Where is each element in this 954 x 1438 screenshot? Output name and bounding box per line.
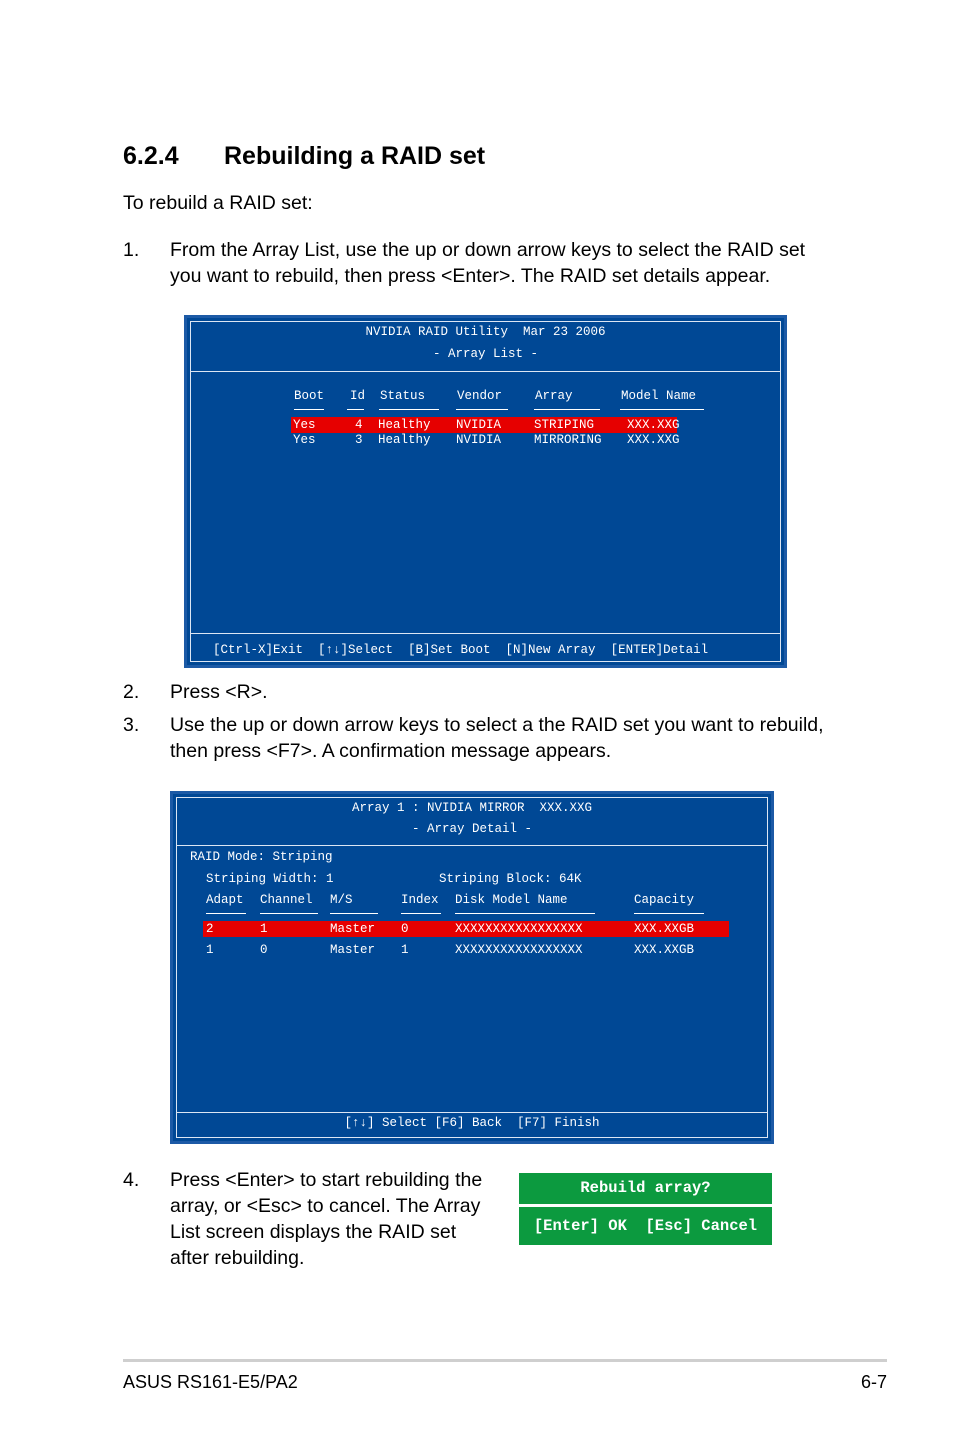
screen-frame — [190, 321, 781, 662]
cell-status: Healthy — [378, 418, 431, 432]
step-line: then press <F7>. A confirmation message appears. — [170, 740, 612, 762]
col-header-boot: Boot — [294, 389, 325, 403]
column-underline — [634, 913, 704, 914]
section-number: 6.2.4 — [123, 142, 179, 170]
page-number: 6-7 — [860, 1372, 887, 1392]
header-divider — [176, 845, 768, 846]
column-underline — [401, 913, 441, 914]
column-underline — [294, 409, 324, 410]
col-header-adapt: Adapt — [206, 893, 244, 907]
screen-title: NVIDIA RAID Utility Mar 23 2006 — [365, 325, 606, 339]
cell-capacity: XXX.XXGB — [634, 943, 695, 957]
cell-id: 3 — [355, 433, 363, 447]
column-underline — [456, 409, 508, 410]
cell-ms: Master — [330, 943, 376, 957]
step-line: From the Array List, use the up or down arrow keys to select the RAID set — [170, 239, 806, 261]
step-line: after rebuilding. — [170, 1247, 305, 1269]
rebuild-confirm-dialog — [519, 1173, 772, 1245]
footer-divider — [190, 633, 781, 634]
raid-mode: RAID Mode: Striping — [190, 850, 333, 864]
intro-text: To rebuild a RAID set: — [123, 192, 313, 214]
col-header-status: Status — [380, 389, 426, 403]
confirm-question: Rebuild array? — [519, 1173, 772, 1204]
cell-status: Healthy — [378, 433, 431, 447]
cell-index: 1 — [401, 943, 409, 957]
array-detail-screen — [170, 791, 774, 1144]
footer-divider — [123, 1359, 887, 1362]
col-header-array: Array — [535, 389, 573, 403]
cell-ms: Master — [330, 922, 376, 936]
step-line: Press <Enter> to start rebuilding the — [170, 1169, 483, 1191]
cell-capacity: XXX.XXGB — [634, 922, 695, 936]
col-header-ms: M/S — [330, 893, 353, 907]
cell-adapt: 1 — [206, 943, 214, 957]
striping-width: Striping Width: 1 — [206, 872, 334, 886]
cell-id: 4 — [355, 418, 363, 432]
col-header-id: Id — [350, 389, 366, 403]
step-text: Press <R>. — [170, 681, 268, 703]
cell-boot: Yes — [293, 433, 316, 447]
step-text — [170, 712, 824, 764]
col-header-index: Index — [401, 893, 439, 907]
cell-disk-model: XXXXXXXXXXXXXXXXX — [455, 943, 583, 957]
cell-vendor: NVIDIA — [456, 418, 502, 432]
cell-array: MIRRORING — [534, 433, 602, 447]
cell-channel: 0 — [260, 943, 268, 957]
cell-model: XXX.XXG — [627, 433, 680, 447]
key-help-bar: [↑↓] Select [F6] Back [F7] Finish — [344, 1116, 600, 1130]
col-header-capacity: Capacity — [634, 893, 695, 907]
cell-adapt: 2 — [206, 922, 214, 936]
screen-frame — [176, 797, 768, 1138]
cell-array: STRIPING — [534, 418, 595, 432]
step-line: Use the up or down arrow keys to select a the RAID set you want to rebuild, — [170, 714, 824, 736]
cell-vendor: NVIDIA — [456, 433, 502, 447]
cell-disk-model: XXXXXXXXXXXXXXXXX — [455, 922, 583, 936]
cell-channel: 1 — [260, 922, 268, 936]
step-number: 2. — [123, 681, 140, 703]
col-header-channel: Channel — [260, 893, 313, 907]
step-text — [170, 237, 805, 289]
header-divider — [190, 371, 781, 372]
column-underline — [330, 913, 378, 914]
column-underline — [206, 913, 246, 914]
col-header-vendor: Vendor — [457, 389, 503, 403]
footer-model: ASUS RS161-E5/PA2 — [123, 1372, 298, 1392]
column-underline — [455, 913, 595, 914]
col-header-model: Model Name — [621, 389, 697, 403]
confirm-options[interactable]: [Enter] OK [Esc] Cancel — [519, 1207, 772, 1245]
step-number: 3. — [123, 714, 140, 736]
screen-subtitle: - Array Detail - — [411, 822, 533, 836]
step-number: 4. — [123, 1169, 140, 1191]
col-header-disk-model: Disk Model Name — [455, 893, 568, 907]
key-help-bar: [Ctrl-X]Exit [↑↓]Select [B]Set Boot [N]New Array [ENTER]Detail — [213, 643, 709, 657]
step-line: List screen displays the RAID set — [170, 1221, 457, 1243]
column-underline — [620, 409, 704, 410]
column-underline — [347, 409, 364, 410]
section-title: Rebuilding a RAID set — [224, 142, 486, 170]
cell-index: 0 — [401, 922, 409, 936]
step-line: array, or <Esc> to cancel. The Array — [170, 1195, 481, 1217]
array-list-screen — [184, 315, 787, 668]
striping-block: Striping Block: 64K — [439, 872, 582, 886]
step-line: you want to rebuild, then press <Enter>. The RAID set details appear. — [170, 265, 771, 287]
column-underline — [534, 409, 600, 410]
cell-model: XXX.XXG — [627, 418, 680, 432]
cell-boot: Yes — [293, 418, 316, 432]
screen-subtitle: - Array List - — [432, 347, 539, 361]
column-underline — [379, 409, 439, 410]
screen-title: Array 1 : NVIDIA MIRROR XXX.XXG — [351, 801, 593, 815]
footer-divider — [176, 1112, 768, 1113]
step-number: 1. — [123, 239, 140, 261]
step-text — [170, 1167, 482, 1271]
column-underline — [260, 913, 318, 914]
